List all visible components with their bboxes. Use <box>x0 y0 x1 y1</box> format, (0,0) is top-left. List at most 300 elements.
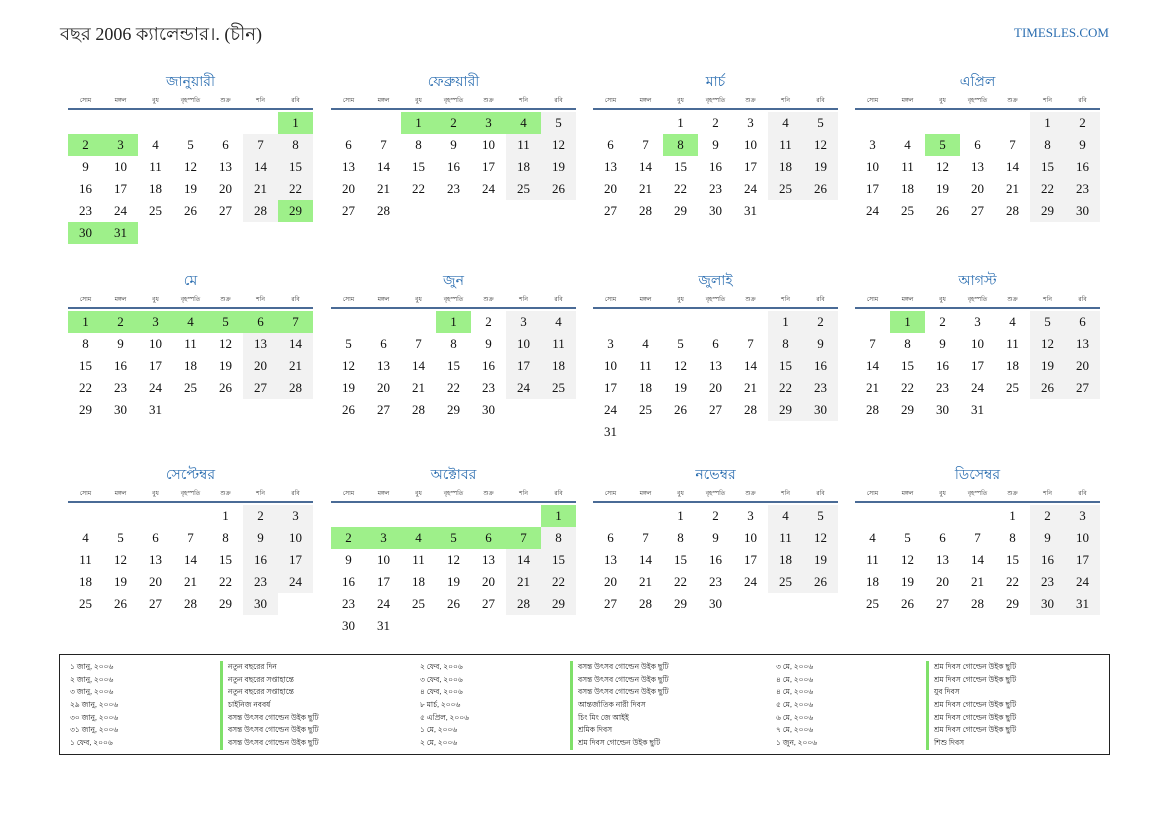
empty-cell <box>173 505 208 527</box>
day-cell: 23 <box>482 380 495 395</box>
legend-item <box>70 724 319 737</box>
day-cell: 13 <box>604 552 617 567</box>
day-cell: 29 <box>1030 200 1065 222</box>
weekday-label: মঙ্গল <box>639 98 652 104</box>
day-cell: 9 <box>450 137 457 152</box>
day-cell: 2 <box>712 115 719 130</box>
day-cell: 8 <box>1030 134 1065 156</box>
day-cell: 5 <box>541 112 576 134</box>
weekday-label: বৃহস্পতি <box>180 297 201 303</box>
day-cell: 4 <box>768 112 803 134</box>
day-cell: 3 <box>747 115 754 130</box>
day-cell: 25 <box>149 203 162 218</box>
day-cell: 26 <box>447 596 460 611</box>
day-cell: 11 <box>184 336 197 351</box>
day-cell: 12 <box>674 358 687 373</box>
day-cell: 22 <box>447 380 460 395</box>
legend-marker <box>570 674 573 687</box>
weekday-label: শনি <box>519 491 528 497</box>
day-cell: 28 <box>184 596 197 611</box>
day-cell: 20 <box>936 574 949 589</box>
legend-holiday-name: শ্রম দিবস গোল্ডেন উইক ছুটি <box>934 700 1017 710</box>
legend-marker <box>926 686 929 699</box>
day-cell: 16 <box>936 358 949 373</box>
day-cell: 12 <box>114 552 127 567</box>
empty-cell <box>331 311 366 333</box>
month-calendar <box>68 72 313 244</box>
day-cell: 9 <box>117 336 124 351</box>
day-cell: 23 <box>709 181 722 196</box>
day-cell: 29 <box>674 596 687 611</box>
day-cell: 12 <box>219 336 232 351</box>
day-cell: 5 <box>1030 311 1065 333</box>
weekday-label: সোম <box>604 297 617 303</box>
legend-holiday-name: শ্রমিক দিবস <box>578 725 613 735</box>
day-cell: 13 <box>709 358 722 373</box>
empty-cell <box>366 311 401 333</box>
legend-holiday-name: শিশু দিবস <box>934 738 965 748</box>
weekday-label: মঙ্গল <box>901 98 914 104</box>
day-cell: 13 <box>1065 333 1100 355</box>
day-cell: 21 <box>639 574 652 589</box>
holiday-day-cell: 2 <box>331 527 366 549</box>
day-cell: 31 <box>604 424 617 439</box>
day-cell: 26 <box>803 178 838 200</box>
day-cell: 3 <box>506 311 541 333</box>
day-cell: 4 <box>541 311 576 333</box>
day-grid <box>331 112 576 222</box>
legend-date: ২ ফেব, ২০০৬ <box>420 662 463 671</box>
legend-marker <box>926 699 929 712</box>
legend-item <box>420 724 669 737</box>
day-cell: 8 <box>768 333 803 355</box>
weekday-label: বৃহস্পতি <box>443 297 464 303</box>
day-cell: 10 <box>744 137 757 152</box>
legend-date: ১ জুন, ২০০৬ <box>776 738 818 748</box>
day-cell: 2 <box>485 314 492 329</box>
day-cell: 5 <box>803 505 838 527</box>
day-cell: 20 <box>604 181 617 196</box>
legend-date: ৫ মে, ২০০৬ <box>776 700 814 710</box>
empty-cell <box>698 311 733 333</box>
day-cell: 18 <box>866 574 879 589</box>
weekday-header <box>593 94 838 110</box>
day-cell: 9 <box>712 530 719 545</box>
day-cell: 6 <box>974 137 981 152</box>
day-cell: 12 <box>447 552 460 567</box>
legend-marker <box>570 699 573 712</box>
weekday-label: বৃহস্পতি <box>967 297 988 303</box>
day-cell: 17 <box>866 181 879 196</box>
day-cell: 27 <box>149 596 162 611</box>
legend-item <box>70 686 319 699</box>
holiday-day-cell: 1 <box>401 112 436 134</box>
holiday-day-cell: 4 <box>173 311 208 333</box>
day-cell: 5 <box>803 112 838 134</box>
day-cell: 14 <box>744 358 757 373</box>
legend-holiday-name: শ্রম দিবস গোল্ডেন উইক ছুটি <box>934 662 1017 671</box>
day-grid <box>593 112 838 222</box>
legend-date: ৩ জানু, ২০০৬ <box>70 687 114 697</box>
empty-cell <box>506 505 541 527</box>
day-cell: 16 <box>243 549 278 571</box>
day-cell: 22 <box>1006 574 1019 589</box>
day-cell: 24 <box>866 203 879 218</box>
day-cell: 30 <box>243 593 278 615</box>
day-cell: 6 <box>380 336 387 351</box>
day-cell: 11 <box>639 358 652 373</box>
day-cell: 29 <box>219 596 232 611</box>
day-cell: 14 <box>506 549 541 571</box>
weekday-label: মঙ্গল <box>901 491 914 497</box>
day-cell: 30 <box>1065 200 1100 222</box>
day-cell: 2 <box>803 311 838 333</box>
weekday-label: বৃহস্পতি <box>705 98 726 104</box>
legend-item <box>420 661 669 674</box>
month-name: জুলাই <box>698 274 733 289</box>
day-cell: 29 <box>768 399 803 421</box>
weekday-label: সোম <box>604 491 617 497</box>
day-cell: 9 <box>939 336 946 351</box>
day-cell: 27 <box>709 402 722 417</box>
page-title: বছর 2006 ক্যালেন্ডার।. (চীন) <box>60 24 263 44</box>
day-cell: 14 <box>971 552 984 567</box>
empty-cell <box>733 311 768 333</box>
day-cell: 29 <box>541 593 576 615</box>
day-cell: 20 <box>482 574 495 589</box>
day-cell: 30 <box>803 399 838 421</box>
day-cell: 25 <box>639 402 652 417</box>
day-cell: 8 <box>1009 530 1016 545</box>
day-cell: 9 <box>485 336 492 351</box>
day-grid <box>855 505 1100 615</box>
holiday-day-cell: 4 <box>401 527 436 549</box>
day-cell: 18 <box>1006 358 1019 373</box>
day-cell: 20 <box>149 574 162 589</box>
day-cell: 24 <box>114 203 127 218</box>
month-name: সেপ্টেম্বর <box>165 468 216 483</box>
month-name: মার্চ <box>705 75 726 90</box>
day-cell: 17 <box>377 574 390 589</box>
day-cell: 3 <box>974 314 981 329</box>
month-name: আগস্ট <box>958 274 997 289</box>
day-cell: 16 <box>114 358 127 373</box>
legend-holiday-name: নতুন বছরের সপ্তাহান্তে <box>228 687 294 697</box>
weekday-label: সোম <box>342 491 355 497</box>
legend-date: ১ মে, ২০০৬ <box>420 725 458 735</box>
day-cell: 4 <box>642 336 649 351</box>
day-cell: 20 <box>219 181 232 196</box>
day-cell: 26 <box>342 402 355 417</box>
legend-date: ৩ ফেব, ২০০৬ <box>420 674 463 684</box>
day-cell: 23 <box>342 596 355 611</box>
legend-marker <box>220 712 223 725</box>
empty-cell <box>663 311 698 333</box>
day-cell: 28 <box>506 593 541 615</box>
day-cell: 12 <box>1030 333 1065 355</box>
day-cell: 12 <box>342 358 355 373</box>
day-cell: 30 <box>482 402 495 417</box>
weekday-label: শুক্র <box>220 98 231 104</box>
day-cell: 12 <box>184 159 197 174</box>
weekday-label: শুক্র <box>220 491 231 497</box>
month-calendar <box>593 465 838 615</box>
weekday-header <box>331 94 576 110</box>
day-cell: 7 <box>642 137 649 152</box>
weekday-label: শনি <box>781 98 790 104</box>
legend-date: ১ ফেব, ২০০৬ <box>70 738 113 748</box>
weekday-label: রবি <box>291 491 300 497</box>
weekday-label: মঙ্গল <box>901 297 914 303</box>
day-cell: 10 <box>278 527 313 549</box>
day-cell: 9 <box>82 159 89 174</box>
day-cell: 24 <box>744 181 757 196</box>
empty-cell <box>960 505 995 527</box>
day-cell: 26 <box>114 596 127 611</box>
day-grid <box>331 311 576 421</box>
day-cell: 2 <box>1030 505 1065 527</box>
weekday-label: রবি <box>554 297 563 303</box>
day-cell: 27 <box>219 203 232 218</box>
day-cell: 3 <box>278 505 313 527</box>
day-cell: 27 <box>243 377 278 399</box>
empty-cell <box>593 112 628 134</box>
day-cell: 25 <box>901 203 914 218</box>
empty-cell <box>593 505 628 527</box>
holiday-day-cell: 6 <box>471 527 506 549</box>
legend-date: ৪ মে, ২০০৬ <box>776 674 814 684</box>
legend-marker <box>570 686 573 699</box>
day-cell: 19 <box>803 549 838 571</box>
day-cell: 1 <box>222 508 229 523</box>
day-cell: 9 <box>243 527 278 549</box>
weekday-label: রবি <box>1078 98 1087 104</box>
day-cell: 18 <box>639 380 652 395</box>
weekday-label: মঙ্গল <box>377 98 390 104</box>
day-cell: 17 <box>744 159 757 174</box>
month-calendar <box>855 72 1100 222</box>
day-cell: 29 <box>674 203 687 218</box>
day-cell: 8 <box>222 530 229 545</box>
day-cell: 19 <box>1030 355 1065 377</box>
day-cell: 13 <box>936 552 949 567</box>
empty-cell <box>925 505 960 527</box>
weekday-label: বৃহস্পতি <box>705 297 726 303</box>
legend-date: ৪ মে, ২০০৬ <box>776 687 814 697</box>
day-cell: 25 <box>768 178 803 200</box>
month-name: নভেম্বর <box>695 468 736 483</box>
weekday-label: রবি <box>816 297 825 303</box>
day-cell: 4 <box>768 505 803 527</box>
legend-marker <box>926 712 929 725</box>
day-cell: 12 <box>901 552 914 567</box>
weekday-label: রবি <box>1078 491 1087 497</box>
day-cell: 12 <box>936 159 949 174</box>
legend-item <box>776 699 1016 712</box>
day-cell: 8 <box>415 137 422 152</box>
day-cell: 23 <box>79 203 92 218</box>
legend-item <box>420 674 669 687</box>
day-cell: 28 <box>1006 203 1019 218</box>
holiday-legend <box>59 654 1110 755</box>
day-cell: 27 <box>604 203 617 218</box>
day-cell: 11 <box>541 333 576 355</box>
weekday-label: শুক্র <box>483 297 494 303</box>
day-cell: 16 <box>447 159 460 174</box>
day-cell: 13 <box>604 159 617 174</box>
day-cell: 14 <box>639 552 652 567</box>
day-cell: 9 <box>345 552 352 567</box>
legend-marker <box>926 674 929 687</box>
weekday-label: বুধ <box>415 297 422 303</box>
day-cell: 23 <box>1065 178 1100 200</box>
day-cell: 18 <box>149 181 162 196</box>
day-cell: 12 <box>803 134 838 156</box>
holiday-day-cell: 31 <box>103 222 138 244</box>
holiday-day-cell: 2 <box>103 311 138 333</box>
legend-item <box>70 699 319 712</box>
holiday-day-cell: 3 <box>103 134 138 156</box>
weekday-label: রবি <box>816 491 825 497</box>
day-cell: 12 <box>803 527 838 549</box>
day-cell: 28 <box>243 200 278 222</box>
day-cell: 19 <box>541 156 576 178</box>
day-cell: 24 <box>971 380 984 395</box>
day-cell: 10 <box>744 530 757 545</box>
day-cell: 31 <box>744 203 757 218</box>
day-cell: 19 <box>901 574 914 589</box>
day-cell: 29 <box>901 402 914 417</box>
legend-holiday-name: শ্রম দিবস গোল্ডেন উইক ছুটি <box>578 738 661 748</box>
day-cell: 18 <box>184 358 197 373</box>
weekday-label: রবি <box>554 491 563 497</box>
weekday-header <box>68 293 313 309</box>
day-cell: 3 <box>607 336 614 351</box>
legend-marker <box>220 686 223 699</box>
day-cell: 6 <box>152 530 159 545</box>
day-cell: 22 <box>278 178 313 200</box>
empty-cell <box>138 505 173 527</box>
weekday-label: মঙ্গল <box>377 491 390 497</box>
weekday-label: বুধ <box>415 98 422 104</box>
day-cell: 10 <box>149 336 162 351</box>
day-cell: 22 <box>541 571 576 593</box>
day-cell: 31 <box>971 402 984 417</box>
day-cell: 7 <box>642 530 649 545</box>
day-cell: 30 <box>709 596 722 611</box>
legend-date: ২ জানু, ২০০৬ <box>70 674 114 684</box>
legend-marker <box>220 737 223 750</box>
day-cell: 25 <box>541 377 576 399</box>
weekday-label: বুধ <box>415 491 422 497</box>
weekday-label: বৃহস্পতি <box>180 491 201 497</box>
day-cell: 13 <box>377 358 390 373</box>
day-cell: 11 <box>412 552 425 567</box>
day-grid <box>68 112 313 244</box>
day-cell: 25 <box>506 178 541 200</box>
weekday-label: শনি <box>519 98 528 104</box>
day-cell: 25 <box>412 596 425 611</box>
empty-cell <box>855 112 890 134</box>
legend-item <box>776 686 1016 699</box>
legend-marker <box>570 724 573 737</box>
day-cell: 11 <box>149 159 162 174</box>
month-calendar <box>593 72 838 222</box>
weekday-label: রবি <box>291 98 300 104</box>
weekday-label: শনি <box>781 297 790 303</box>
weekday-header <box>68 94 313 110</box>
day-cell: 2 <box>712 508 719 523</box>
legend-item <box>420 686 669 699</box>
day-cell: 14 <box>184 552 197 567</box>
day-cell: 17 <box>114 181 127 196</box>
day-cell: 5 <box>345 336 352 351</box>
day-cell: 8 <box>677 530 684 545</box>
day-cell: 14 <box>1006 159 1019 174</box>
day-cell: 22 <box>768 377 803 399</box>
weekday-label: বুধ <box>677 491 684 497</box>
day-cell: 31 <box>149 402 162 417</box>
day-cell: 5 <box>117 530 124 545</box>
day-cell: 16 <box>1030 549 1065 571</box>
day-cell: 12 <box>541 134 576 156</box>
day-cell: 15 <box>278 156 313 178</box>
day-grid <box>331 505 576 637</box>
day-grid <box>68 505 313 615</box>
weekday-label: শনি <box>256 491 265 497</box>
legend-marker <box>570 661 573 674</box>
day-cell: 26 <box>901 596 914 611</box>
day-cell: 23 <box>709 574 722 589</box>
day-cell: 21 <box>506 571 541 593</box>
legend-marker <box>220 699 223 712</box>
day-cell: 16 <box>709 159 722 174</box>
site-link[interactable]: TIMESLES.COM <box>1014 25 1109 40</box>
holiday-day-cell: 1 <box>541 505 576 527</box>
day-cell: 7 <box>415 336 422 351</box>
empty-cell <box>855 505 890 527</box>
weekday-label: সোম <box>342 98 355 104</box>
day-cell: 16 <box>79 181 92 196</box>
day-cell: 15 <box>541 549 576 571</box>
day-cell: 15 <box>1030 156 1065 178</box>
holiday-day-cell: 6 <box>243 311 278 333</box>
day-cell: 19 <box>447 574 460 589</box>
day-cell: 23 <box>1030 571 1065 593</box>
empty-cell <box>401 505 436 527</box>
day-cell: 23 <box>936 380 949 395</box>
day-cell: 21 <box>866 380 879 395</box>
weekday-label: শুক্র <box>745 98 756 104</box>
day-cell: 21 <box>971 574 984 589</box>
day-cell: 15 <box>219 552 232 567</box>
weekday-label: শনি <box>256 98 265 104</box>
day-cell: 15 <box>674 159 687 174</box>
day-cell: 14 <box>412 358 425 373</box>
legend-date: ২ মে, ২০০৬ <box>420 738 458 748</box>
day-cell: 27 <box>971 203 984 218</box>
holiday-day-cell: 29 <box>278 200 313 222</box>
day-cell: 23 <box>447 181 460 196</box>
day-cell: 29 <box>79 402 92 417</box>
day-cell: 25 <box>866 596 879 611</box>
holiday-day-cell: 1 <box>436 311 471 333</box>
day-cell: 26 <box>184 203 197 218</box>
day-cell: 8 <box>904 336 911 351</box>
empty-cell <box>138 112 173 134</box>
legend-item <box>420 712 669 725</box>
day-cell: 13 <box>149 552 162 567</box>
